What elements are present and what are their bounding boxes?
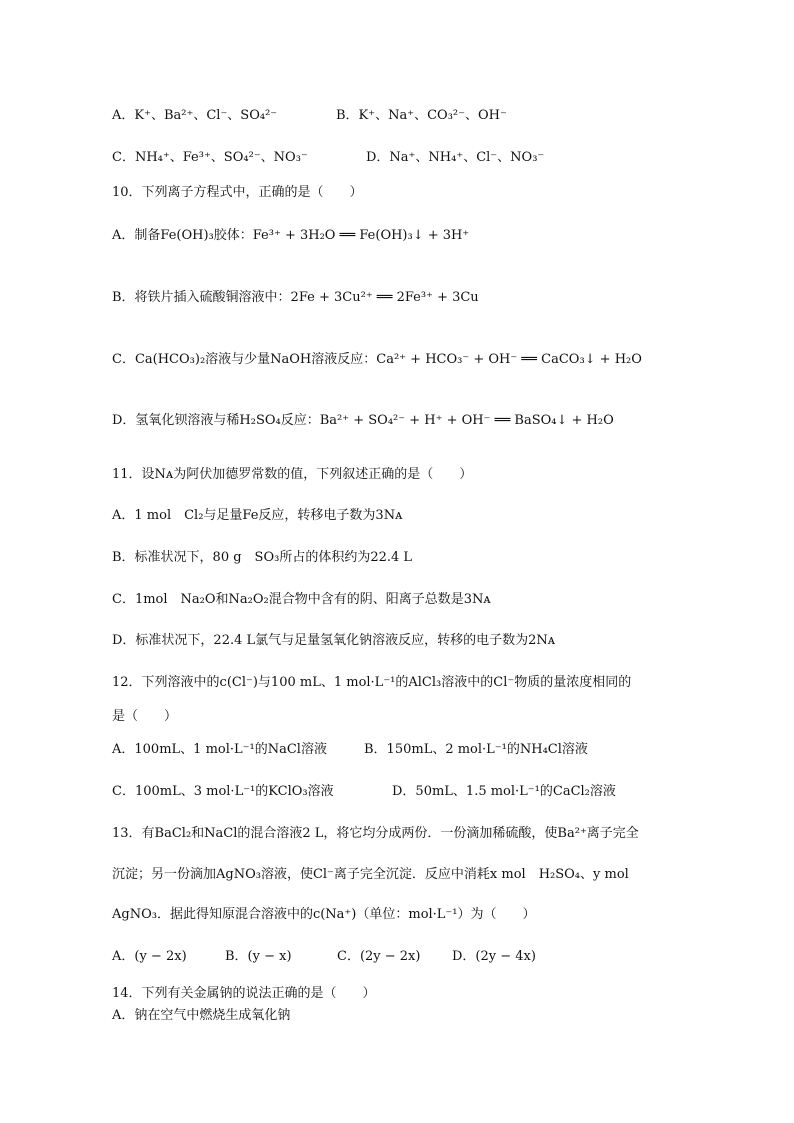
q10-option-b: B．将铁片插入硫酸铜溶液中：2Fe + 3Cu²⁺ ══ 2Fe³⁺ + 3Cu — [112, 290, 479, 305]
q13-stem-line3: AgNO₃．据此得知原混合溶液中的c(Na⁺)（单位：mol·L⁻¹）为（ ） — [112, 907, 536, 922]
q10-stem: 10．下列离子方程式中，正确的是（ ） — [112, 185, 363, 200]
q13-option-d: D．(2y − 4x) — [452, 949, 536, 964]
q13-stem-line2: 沉淀；另一份滴加AgNO₃溶液，使Cl⁻离子完全沉淀．反应中消耗x mol H₂SO₄、y mol — [112, 867, 629, 882]
q13-option-c: C．(2y − 2x) — [337, 949, 421, 964]
q11-option-b: B．标准状况下，80 g SO₃所占的体积约为22.4 L — [112, 550, 413, 565]
q9-option-b: B．K⁺、Na⁺、CO₃²⁻、OH⁻ — [336, 108, 507, 123]
q12-option-b: B．150mL、2 mol·L⁻¹的NH₄Cl溶液 — [364, 742, 588, 757]
q13-option-b: B．(y − x) — [225, 949, 292, 964]
q11-option-d: D．标准状况下，22.4 L氯气与足量氢氧化钠溶液反应，转移的电子数为2Nᴀ — [112, 633, 556, 648]
q11-stem: 11．设Nᴀ为阿伏加德罗常数的值，下列叙述正确的是（ ） — [112, 467, 473, 482]
q13-stem-line1: 13．有BaCl₂和NaCl的混合溶液2 L，将它均分成两份．一份滴加稀硫酸，使Ba²⁺离子完全 — [112, 826, 639, 841]
q9-option-d: D．Na⁺、NH₄⁺、Cl⁻、NO₃⁻ — [366, 150, 545, 165]
q11-option-c: C．1mol Na₂O和Na₂O₂混合物中含有的阴、阳离子总数是3Nᴀ — [112, 592, 491, 607]
q14-option-a: A．钠在空气中燃烧生成氧化钠 — [112, 1008, 291, 1023]
q12-option-c: C．100mL、3 mol·L⁻¹的KClO₃溶液 — [112, 784, 334, 799]
q9-option-c: C．NH₄⁺、Fe³⁺、SO₄²⁻、NO₃⁻ — [112, 150, 308, 165]
q12-option-a: A．100mL、1 mol·L⁻¹的NaCl溶液 — [112, 742, 327, 757]
q14-stem: 14．下列有关金属钠的说法正确的是（ ） — [112, 986, 376, 1001]
q10-option-c: C．Ca(HCO₃)₂溶液与少量NaOH溶液反应：Ca²⁺ + HCO₃⁻ + OH⁻ ══ CaCO₃↓ + H₂O — [112, 352, 642, 367]
q12-option-d: D．50mL、1.5 mol·L⁻¹的CaCl₂溶液 — [392, 784, 616, 799]
q11-option-a: A．1 mol Cl₂与足量Fe反应，转移电子数为3Nᴀ — [112, 508, 403, 523]
q10-option-a: A．制备Fe(OH)₃胶体：Fe³⁺ + 3H₂O ══ Fe(OH)₃↓ + 3H⁺ — [112, 228, 470, 243]
q9-option-a: A．K⁺、Ba²⁺、Cl⁻、SO₄²⁻ — [112, 108, 278, 123]
q10-option-d: D．氢氧化钡溶液与稀H₂SO₄反应：Ba²⁺ + SO₄²⁻ + H⁺ + OH⁻ ══ BaSO₄↓ + H₂O — [112, 413, 614, 428]
q12-stem-line2: 是（ ） — [112, 709, 178, 724]
q13-option-a: A．(y − 2x) — [112, 949, 187, 964]
q12-stem-line1: 12．下列溶液中的c(Cl⁻)与100 mL、1 mol·L⁻¹的AlCl₃溶液中的Cl⁻物质的量浓度相同的 — [112, 675, 632, 690]
